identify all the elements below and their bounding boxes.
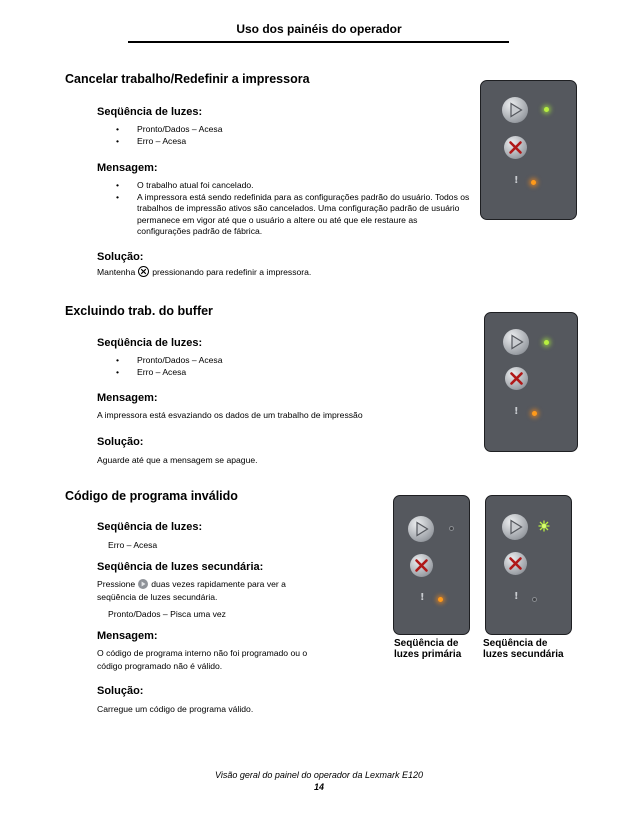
- section-title-cancel-reset: Cancelar trabalho/Redefinir a impressora: [65, 72, 310, 86]
- ready-data-light: [544, 340, 549, 345]
- s1-solution-text: [97, 266, 311, 279]
- blinking-ready-light-icon: [538, 520, 550, 532]
- s2-solution-label: Solução:: [97, 436, 144, 448]
- operator-panel-cancel-reset: [480, 80, 577, 220]
- error-light: [532, 597, 537, 602]
- s1-solution-post: pressionando para redefinir a impressora.: [152, 267, 312, 277]
- s3-solution-text: Carregue um código de programa válido.: [97, 704, 254, 714]
- s1-messages-list: [116, 180, 471, 238]
- operator-panel-flush-buffer: [484, 312, 578, 452]
- caption-primary: [394, 638, 461, 660]
- s3-secondary-label: Seqüência de luzes secundária:: [97, 561, 264, 573]
- error-icon: !: [514, 406, 519, 417]
- header-rule: [128, 41, 509, 43]
- go-button-icon: [408, 516, 434, 542]
- error-light: [531, 180, 536, 185]
- list-item: • Pronto/Dados – Acesa: [116, 355, 446, 367]
- s3-solution-label: Solução:: [97, 685, 144, 697]
- s3-sequence-label: Seqüência de luzes:: [97, 521, 203, 533]
- page-header-title: Uso dos painéis do operador: [236, 22, 402, 36]
- s2-sequence-label: Seqüência de luzes:: [97, 337, 203, 349]
- caption-primary-line2: luzes primária: [394, 649, 462, 660]
- cancel-button-icon: [505, 367, 528, 390]
- s3-message-line2: código programado não é válido.: [97, 661, 223, 671]
- s3-message-line1: O código de programa interno não foi programado ou o: [97, 648, 308, 658]
- s1-message-label: Mensagem:: [97, 162, 158, 174]
- error-icon: !: [420, 592, 425, 603]
- list-item: • Pronto/Dados – Acesa: [116, 124, 446, 136]
- operator-panel-secondary-sequence: [485, 495, 572, 635]
- go-icon: [138, 579, 148, 589]
- list-item: • Erro – Acesa: [116, 367, 446, 379]
- s3-secondary-pre: Pressione: [97, 579, 136, 589]
- caption-primary-line1: Seqüência de: [394, 638, 459, 649]
- caption-secondary-line2: luzes secundária: [483, 649, 564, 660]
- s3-secondary-text-line2: seqüência de luzes secundária.: [97, 592, 218, 602]
- list-item: • A impressora está sendo redefinida para as configurações padrão do usuário. Todos os trabalhos de impressão ativos são cancelados. Uma configuração padrão de usuário permanece em vigor até que o usuário a altere ou até que ele restaure as configurações padrão de fábrica.: [116, 192, 471, 238]
- s2-solution-text: Aguarde até que a mensagem se apague.: [97, 455, 258, 465]
- error-light: [438, 597, 443, 602]
- cancel-button-icon: [504, 552, 527, 575]
- s1-solution-label: Solução:: [97, 251, 144, 263]
- s1-sequence-label: Seqüência de luzes:: [97, 106, 203, 118]
- error-light: [532, 411, 537, 416]
- error-icon: !: [514, 591, 519, 602]
- list-item: • Erro – Acesa: [116, 136, 446, 148]
- error-icon: !: [514, 175, 519, 186]
- s2-message-text: A impressora está esvaziando os dados de um trabalho de impressão: [97, 410, 363, 420]
- s3-light-text: Erro – Acesa: [108, 540, 158, 550]
- cancel-button-icon: [504, 136, 527, 159]
- s1-solution-pre: Mantenha: [97, 267, 136, 277]
- go-button-icon: [503, 329, 529, 355]
- s2-message-label: Mensagem:: [97, 392, 158, 404]
- cancel-icon: [138, 266, 149, 277]
- cancel-button-icon: [410, 554, 433, 577]
- go-button-icon: [502, 97, 528, 123]
- caption-secondary: [483, 638, 564, 660]
- caption-secondary-line1: Seqüência de: [483, 638, 548, 649]
- section-title-invalid-code: Código de programa inválido: [65, 489, 238, 503]
- s3-message-label: Mensagem:: [97, 630, 158, 642]
- footer-title: Visão geral do painel do operador da Lexmark E120: [215, 770, 423, 780]
- list-item: • O trabalho atual foi cancelado.: [116, 180, 471, 192]
- operator-panel-primary-sequence: [393, 495, 470, 635]
- ready-data-light: [544, 107, 549, 112]
- s3-secondary-text: [97, 579, 286, 591]
- page-number: 14: [313, 782, 324, 792]
- s3-secondary-post: duas vezes rapidamente para ver a: [151, 579, 286, 589]
- go-button-icon: [502, 514, 528, 540]
- s2-lights-list: [116, 355, 446, 378]
- s3-secondary-light-text: Pronto/Dados – Pisca uma vez: [108, 609, 226, 619]
- ready-data-light: [449, 526, 454, 531]
- s1-lights-list: [116, 124, 446, 147]
- section-title-flush-buffer: Excluindo trab. do buffer: [65, 304, 213, 318]
